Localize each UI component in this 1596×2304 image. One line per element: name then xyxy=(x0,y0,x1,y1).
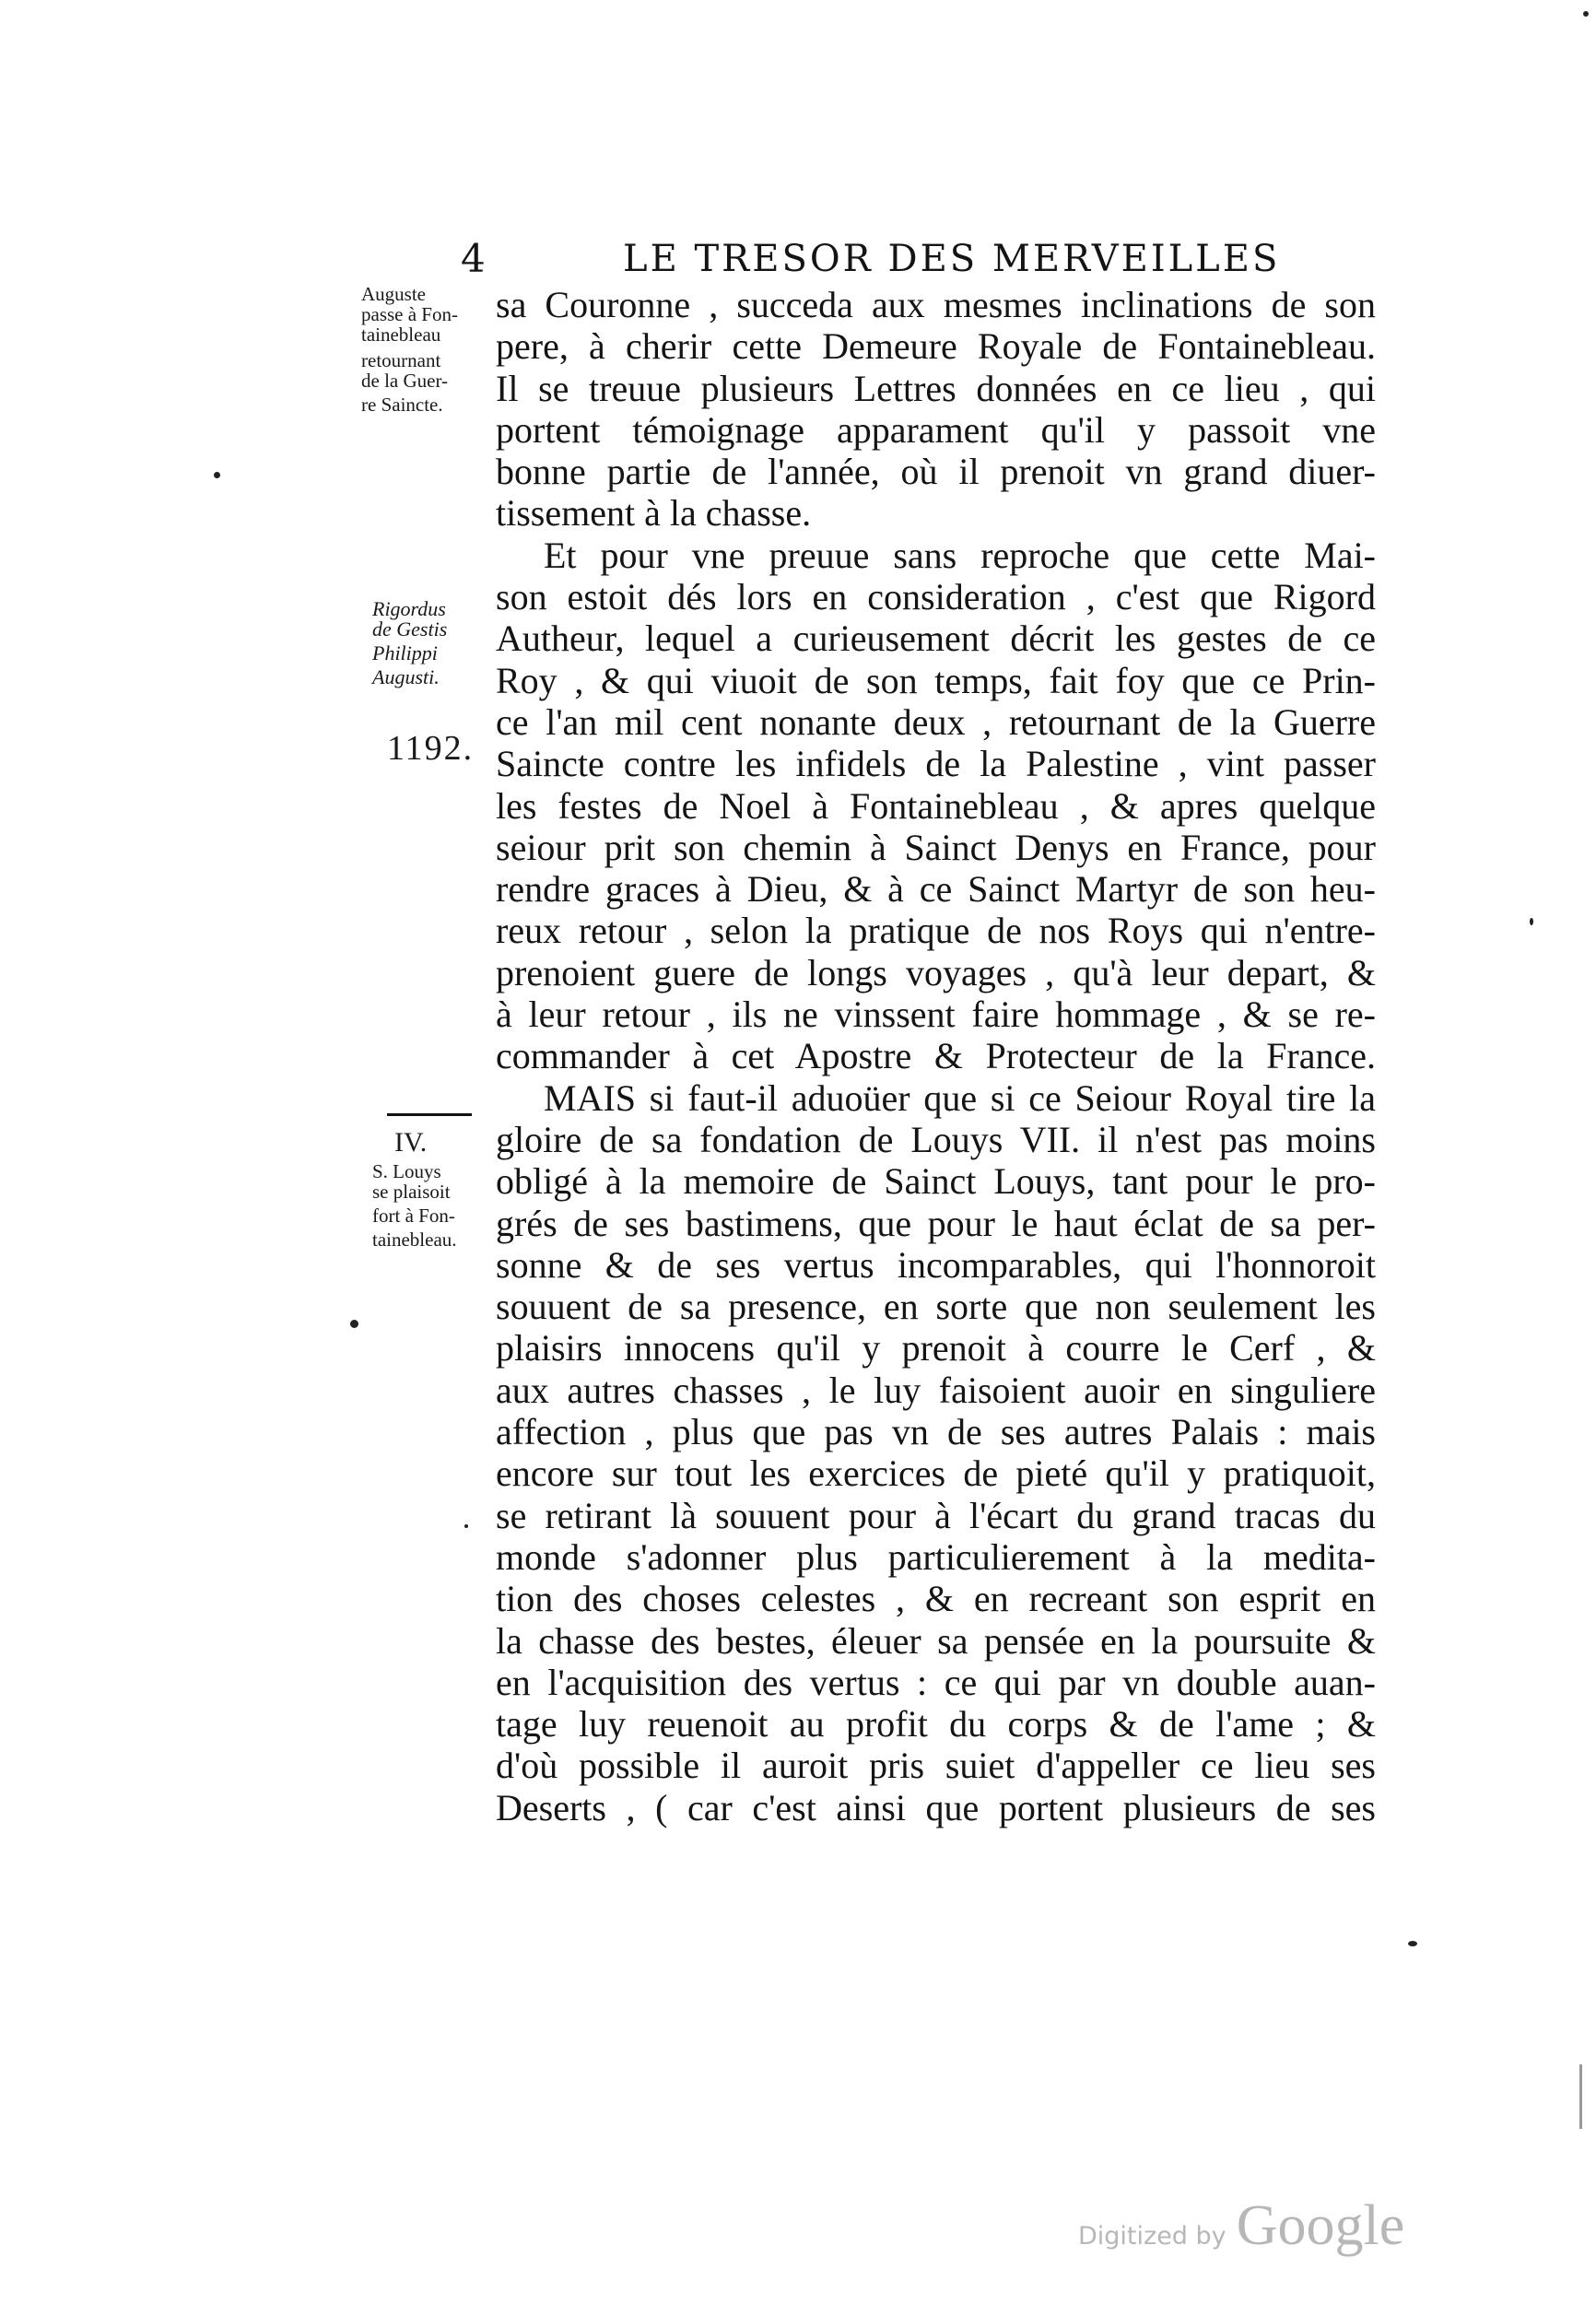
text-line: son estoit dés lors en consideration , c'est que Rigord xyxy=(496,576,1376,618)
text-line: seiour prit son chemin à Sainct Denys en France, pour xyxy=(496,826,1376,868)
text-line: Et pour vne preuue sans reproche que cette Mai- xyxy=(544,534,1376,576)
text-line: gloire de sa fondation de Louys VII. il n'est pas moins xyxy=(496,1118,1376,1160)
ink-speck xyxy=(1408,1941,1417,1946)
margin-note-line: Augusti. xyxy=(372,665,440,688)
margin-note-line: re Saincte. xyxy=(361,394,443,416)
margin-note-line: tainebleau. xyxy=(372,1228,457,1251)
text-line: obligé à la memoire de Sainct Louys, tant pour le pro- xyxy=(496,1160,1376,1203)
margin-note-line: IV. xyxy=(394,1127,428,1158)
text-line: Autheur, lequel a curieusement décrit les gestes de ce xyxy=(496,617,1376,660)
page-edge-mark xyxy=(1579,2064,1582,2129)
text-line: à leur retour , ils ne vinssent faire hommage , & se re- xyxy=(496,993,1376,1036)
margin-note-line: tainebleau xyxy=(361,323,441,346)
text-line: la chasse des bestes, éleuer sa pensée en la poursuite & xyxy=(496,1619,1376,1662)
text-line: rendre graces à Dieu, & à ce Sainct Martyr de son heu- xyxy=(496,868,1376,911)
text-line: pere, à cherir cette Demeure Royale de Fontainebleau. xyxy=(496,325,1376,368)
margin-note-line: de Gestis xyxy=(372,617,448,641)
text-line: les festes de Noel à Fontainebleau , & apres quelque xyxy=(496,784,1376,827)
text-line: se retirant là souuent pour à l'écart du grand tracas du xyxy=(496,1494,1376,1536)
ink-speck xyxy=(1583,11,1589,17)
text-line: affection , plus que pas vn de ses autres Palais : mais xyxy=(496,1411,1376,1453)
digitized-watermark xyxy=(1078,2193,1404,2259)
margin-note-rigordus xyxy=(372,599,487,688)
running-title: LE TRESOR DES MERVEILLES xyxy=(623,238,1281,280)
text-line: Roy , & qui viuoit de son temps, fait foy que ce Prin- xyxy=(496,659,1376,701)
text-line: reux retour , selon la pratique de nos Roys qui n'entre- xyxy=(496,910,1376,952)
text-line: portent témoignage apparament qu'il y passoit vne xyxy=(496,408,1376,451)
margin-note-line: fort à Fon- xyxy=(372,1205,455,1227)
text-line: aux autres chasses , le luy faisoient auoir en singuliere xyxy=(496,1369,1376,1411)
text-line: prenoient guere de longs voyages , qu'à leur depart, & xyxy=(496,951,1376,993)
text-line: Il se treuue plusieurs Lettres données en ce lieu , qui xyxy=(496,367,1376,409)
text-line: plaisirs innocens qu'il y prenoit à courre le Cerf , & xyxy=(496,1327,1376,1369)
text-line: en l'acquisition des vertus : ce qui par vn double auan- xyxy=(496,1661,1376,1703)
margin-note-louys xyxy=(372,1161,492,1250)
margin-note-line: Auguste xyxy=(361,283,426,305)
page-number: 4 xyxy=(461,236,486,281)
margin-note-line: Philippi xyxy=(372,641,438,664)
text-line: Saincte contre les infidels de la Palestine , vint passer xyxy=(496,743,1376,785)
text-line: d'où possible il auroit pris suiet d'appeller ce lieu ses xyxy=(496,1745,1376,1787)
watermark-prefix: Digitized by xyxy=(1078,2222,1226,2251)
text-line: MAIS si faut-il aduoüer que si ce Seiour Royal tire la xyxy=(544,1076,1376,1119)
margin-note-line: Rigordus xyxy=(372,597,446,620)
text-line: sa Couronne , succeda aux mesmes inclinations de son xyxy=(496,284,1376,325)
margin-note-line: passe à Fon- xyxy=(361,303,458,325)
text-line: Deserts , ( car c'est ainsi que portent plusieurs de ses xyxy=(496,1786,1376,1828)
ink-speck xyxy=(214,472,220,478)
margin-note-year xyxy=(387,730,488,767)
text-line: sonne & de ses vertus incomparables, qui l'honnoroit xyxy=(496,1243,1376,1286)
text-line: souuent de sa presence, en sorte que non seulement les xyxy=(496,1286,1376,1328)
margin-note-line: de la Guer- xyxy=(361,370,449,392)
text-line: tage luy reuenoit au profit du corps & de l'ame ; & xyxy=(496,1703,1376,1746)
ink-speck xyxy=(350,1320,358,1328)
margin-note-line: S. Louys xyxy=(372,1160,441,1182)
text-line: bonne partie de l'année, où il prenoit vn grand diuer- xyxy=(496,451,1376,493)
margin-note-line: retournant xyxy=(361,349,441,371)
text-line: monde s'adonner plus particulierement à la medita- xyxy=(496,1535,1376,1578)
text-line: grés de ses bastimens, que pour le haut éclat de sa per- xyxy=(496,1202,1376,1244)
margin-note-section-number xyxy=(394,1128,468,1158)
text-line: tion des choses celestes , & en recreant son esprit en xyxy=(496,1578,1376,1620)
text-line: tissement à la chasse. xyxy=(496,492,812,535)
ink-speck xyxy=(464,1524,468,1528)
body-text xyxy=(496,284,1376,1828)
margin-note-line: 1192. xyxy=(387,729,475,768)
margin-note-auguste xyxy=(361,284,490,415)
text-line: encore sur tout les exercices de pieté qu'il y pratiquoit, xyxy=(496,1452,1376,1495)
section-rule xyxy=(387,1113,472,1116)
watermark-logo: Google xyxy=(1236,2194,1405,2257)
text-line: commander à cet Apostre & Protecteur de la France. xyxy=(496,1035,1376,1077)
margin-note-line: se plaisoit xyxy=(372,1181,451,1203)
ink-speck xyxy=(1530,918,1533,925)
text-line: ce l'an mil cent nonante deux , retournant de la Guerre xyxy=(496,700,1376,743)
